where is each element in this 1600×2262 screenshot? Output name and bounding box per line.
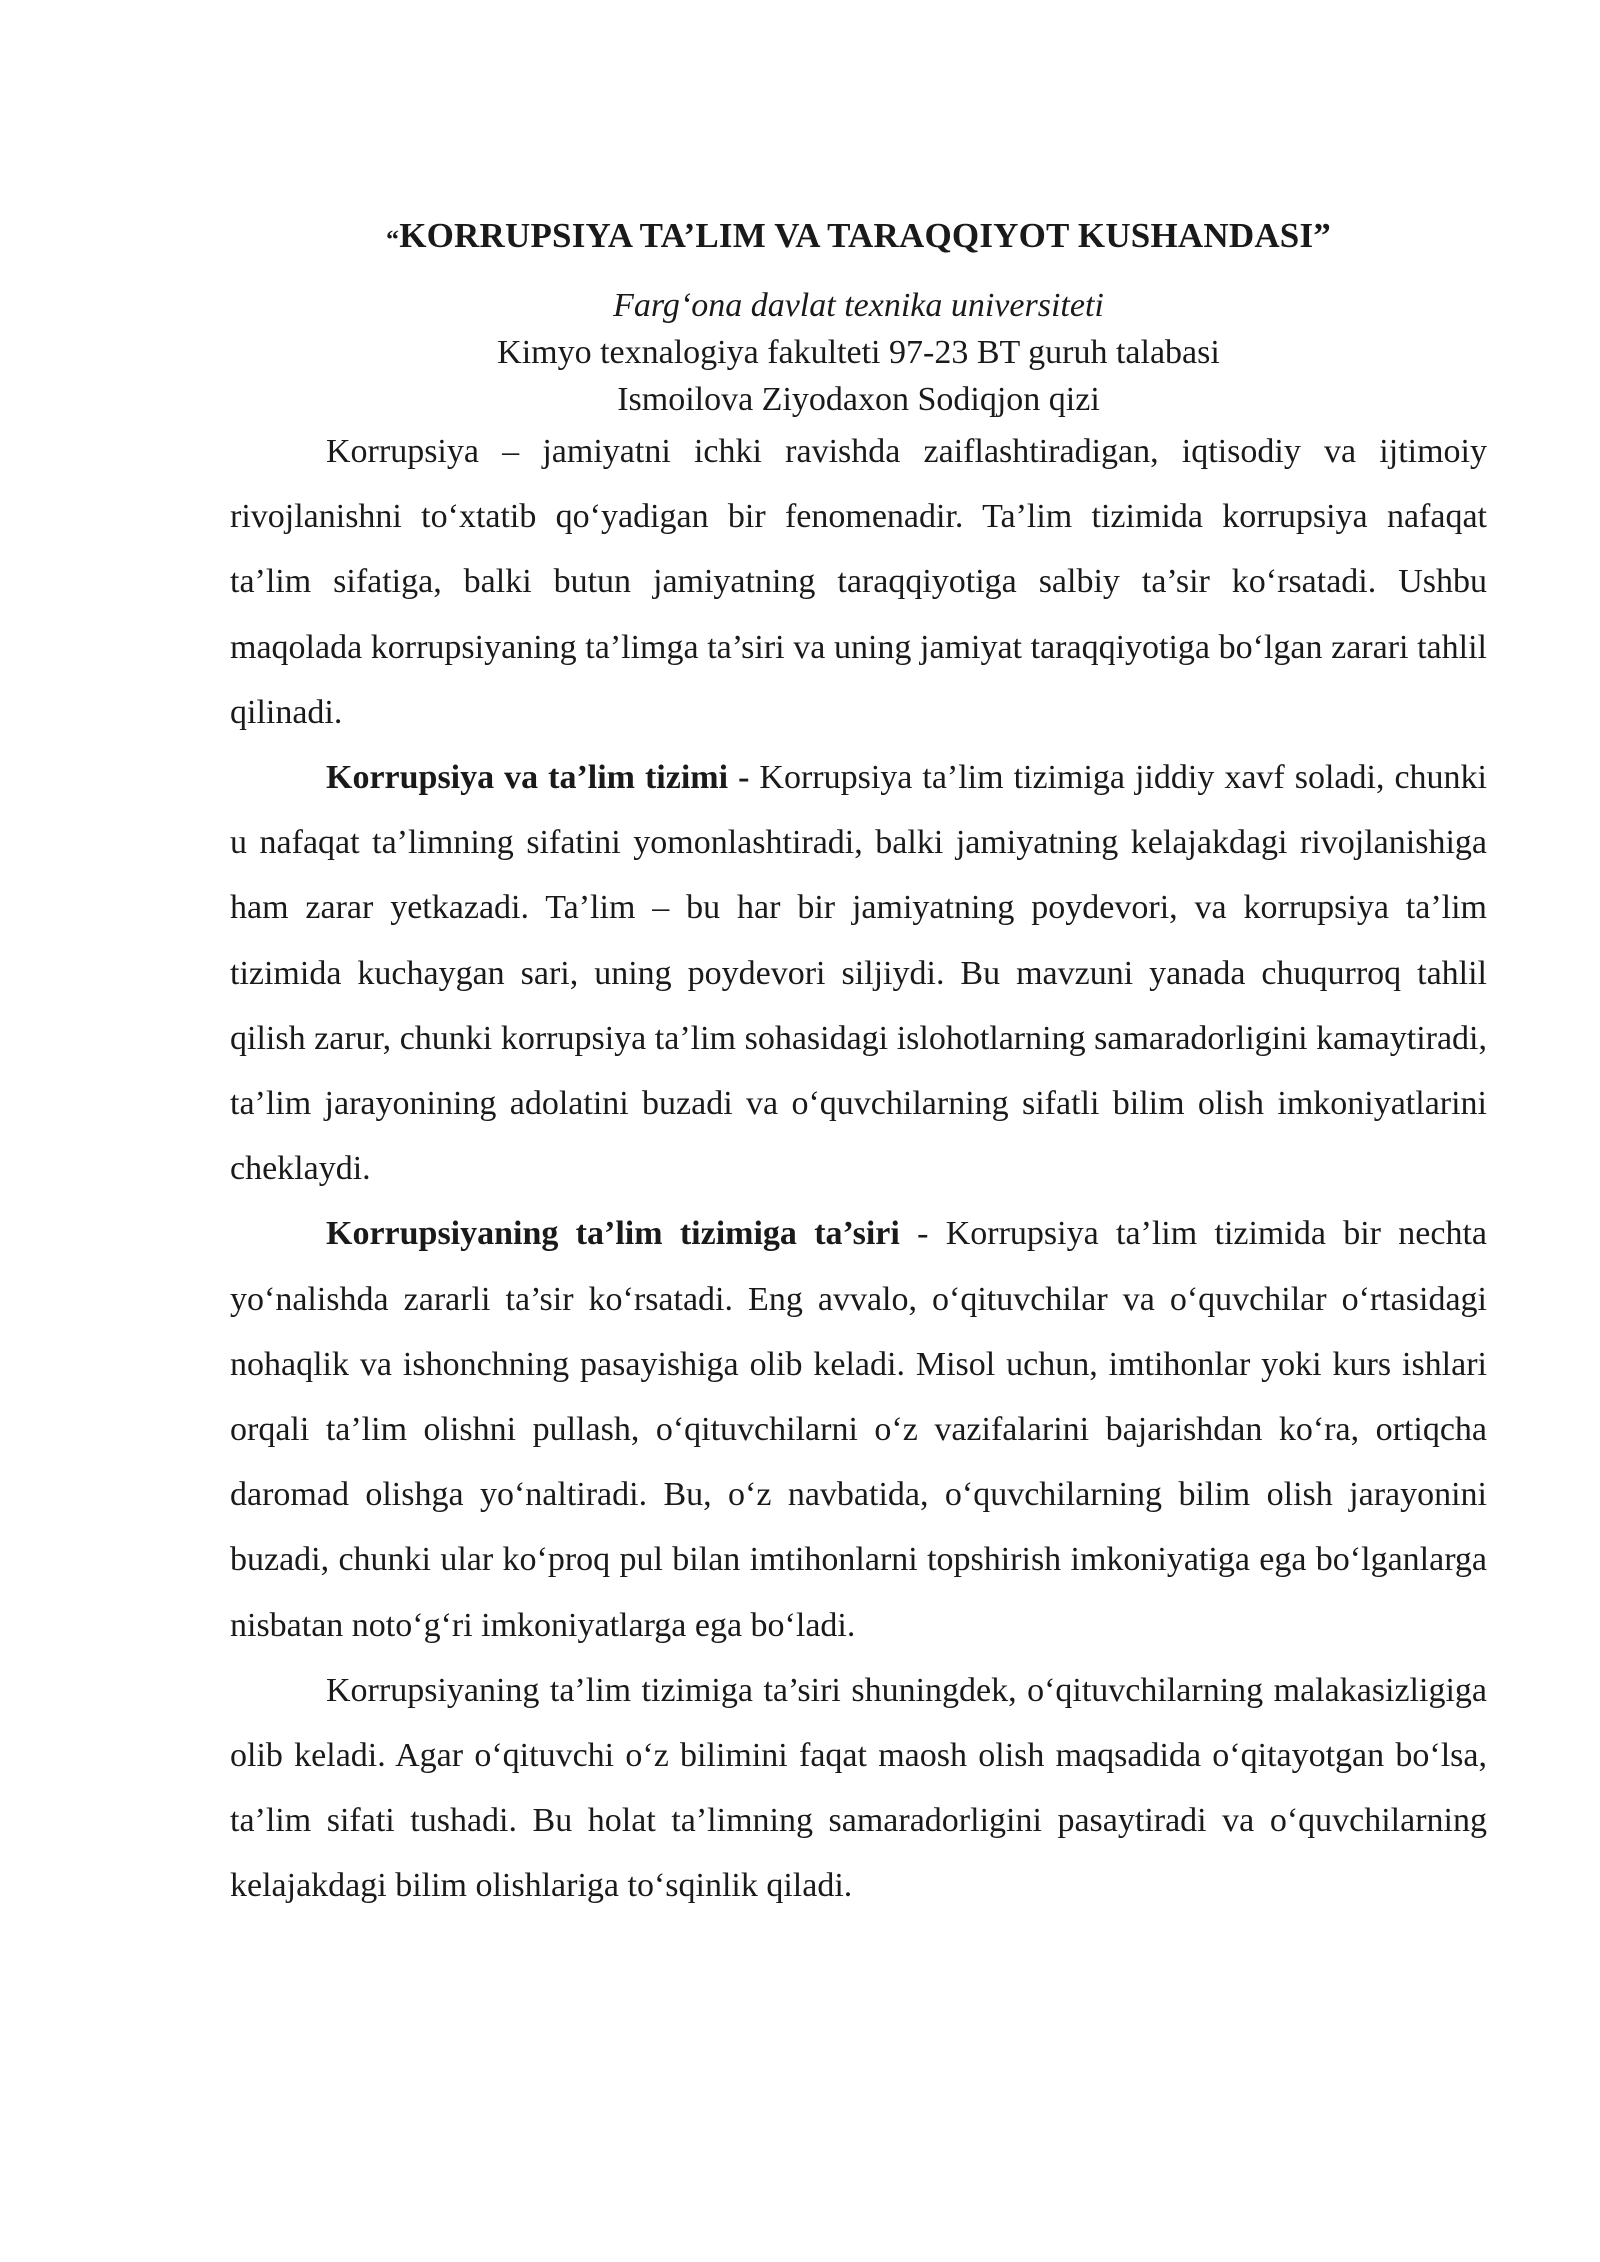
paragraph-text: Korrupsiyaning ta’lim tizimiga ta’siri shuningdek, o‘qituvchilarning malakasizligiga olib keladi. Agar o‘qituvchi o‘z bilimini faqat maosh olish maqsadida o‘qitayotgan bo‘lsa, ta’lim sifati tushadi. Bu holat ta’limning samaradorligini pasaytiradi va o‘quvchilarning kelajakdagi bilim olishlariga to‘sqinlik qiladi. bbox=[230, 1671, 1487, 1905]
paragraph-heading: Korrupsiya va ta’lim tizimi - bbox=[326, 759, 750, 797]
title-text: KORRUPSIYA TA’LIM VA TARAQQIYOT KUSHANDASI” bbox=[399, 216, 1331, 255]
paragraph-separator bbox=[749, 759, 759, 796]
paragraph-text: Korrupsiya ta’lim tizimida bir nechta yo‘nalishda zararli ta’sir ko‘rsatadi. Eng avvalo, o‘qituvchilar va o‘quvchilar o‘rtasidagi nohaqlik va ishonchning pasayishiga olib keladi. Misol uchun, imtihonlar yoki kurs ishlari orqali ta’lim olishni pullash, o‘qituvchilarni o‘z vazifalarini bajarishdan ko‘ra, ortiqcha daromad olishga yo‘naltiradi. Bu, o‘z navbatida, o‘quvchilarning bilim olish jarayonini buzadi, chunki ular ko‘proq pul bilan imtihonlarni topshirish imkoniyatiga ega bo‘lganlarga nisbatan noto‘g‘ri imkoniyatlarga ega bo‘ladi. bbox=[230, 1215, 1487, 1644]
paragraph-impact-on-education bbox=[230, 1201, 1487, 1657]
author-block bbox=[230, 282, 1487, 423]
paragraph-text: Korrupsiya ta’lim tizimiga jiddiy xavf soladi, chunki u nafaqat ta’limning sifatini yomonlashtiradi, balki jamiyatning kelajakdagi rivojlanishiga ham zarar yetkazadi. Ta’lim – bu har bir jamiyatning poydevori, va korrupsiya ta’lim tizimida kuchaygan sari, uning poydevori siljiydi. Bu mavzuni yanada chuqurroq tahlil qilish zarur, chunki korrupsiya ta’lim sohasidagi islohotlarning samaradorligini kamaytiradi, ta’lim jarayonining adolatini buzadi va o‘quvchilarning sifatli bilim olish imkoniyatlarini cheklaydi. bbox=[230, 759, 1487, 1188]
paragraph-teacher-competence bbox=[230, 1658, 1487, 1919]
paragraph-corruption-and-education bbox=[230, 745, 1487, 1201]
title-open-quote: “ bbox=[386, 225, 400, 254]
university-name: Farg‘ona davlat texnika universiteti bbox=[613, 287, 1104, 324]
paragraph-intro bbox=[230, 419, 1487, 745]
author-name: Ismoilova Ziyodaxon Sodiqjon qizi bbox=[617, 381, 1100, 418]
paragraph-heading: Korrupsiyaning ta’lim tizimiga ta’siri bbox=[326, 1215, 900, 1253]
faculty-line: Kimyo texnalogiya fakulteti 97-23 BT guruh talabasi bbox=[497, 334, 1220, 371]
paragraph-separator: - bbox=[899, 1215, 946, 1253]
paragraph-text: Korrupsiya – jamiyatni ichki ravishda zaiflashtiradigan, iqtisodiy va ijtimoiy rivojlanishni to‘xtatib qo‘yadigan bir fenomenadir. Ta’lim tizimida korrupsiya nafaqat ta’lim sifatiga, balki butun jamiyatning taraqqiyotiga salbiy ta’sir ko‘rsatadi. Ushbu maqolada korrupsiyaning ta’limga ta’siri va uning jamiyat taraqqiyotiga bo‘lgan zarari tahlil qilinadi. bbox=[230, 433, 1487, 731]
document-title bbox=[230, 212, 1487, 260]
document-page bbox=[230, 212, 1487, 1919]
